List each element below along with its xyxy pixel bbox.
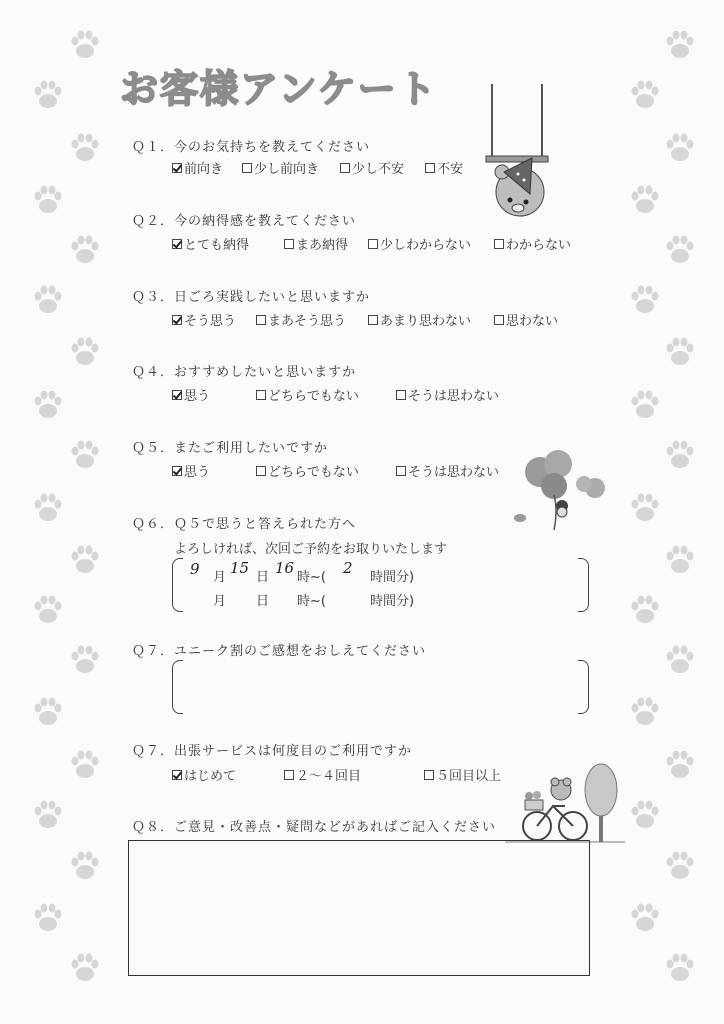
- bear-on-swing-illustration: [480, 82, 560, 232]
- question-7-impressions-label: Ｑ７．ユニーク割のご感想をおしえてください: [132, 644, 427, 659]
- q1-option-4[interactable]: [425, 158, 463, 177]
- month-label: 月: [213, 594, 227, 609]
- option-label: わからない: [506, 238, 572, 253]
- reservation-bracket-right: [578, 558, 589, 612]
- option-label: そう思う: [184, 314, 237, 329]
- q3-option-4[interactable]: [494, 310, 558, 329]
- q2-option-2[interactable]: [284, 234, 348, 253]
- duration-handwritten-value[interactable]: 2: [343, 559, 353, 577]
- option-label: 前向き: [184, 162, 224, 177]
- q5-option-2[interactable]: [256, 461, 359, 480]
- question-2-label: Ｑ２．今の納得感を教えてください: [132, 214, 357, 229]
- q4-option-1[interactable]: [172, 385, 210, 404]
- checkbox[interactable]: [425, 163, 435, 173]
- q5-option-3[interactable]: [396, 461, 499, 480]
- day-label: 日: [256, 594, 270, 609]
- duration-label: 時間分): [370, 594, 415, 609]
- checkbox[interactable]: [284, 770, 294, 780]
- impressions-bracket-left[interactable]: [172, 660, 183, 714]
- checkbox[interactable]: [494, 239, 504, 249]
- checkbox[interactable]: [340, 163, 350, 173]
- checkbox[interactable]: [256, 315, 266, 325]
- checkbox-checked[interactable]: [172, 315, 182, 325]
- q7-option-2[interactable]: [284, 765, 361, 784]
- option-label: どちらでもない: [268, 465, 359, 480]
- option-label: まあ納得: [296, 238, 349, 253]
- checkbox[interactable]: [396, 466, 406, 476]
- checkbox-checked[interactable]: [172, 770, 182, 780]
- q3-option-2[interactable]: [256, 310, 346, 329]
- question-6-label: Ｑ６．Ｑ５で思うと答えられた方へ: [132, 517, 357, 532]
- day-handwritten-value[interactable]: 15: [230, 559, 250, 577]
- option-label: 少しわからない: [380, 238, 472, 253]
- q7-option-3[interactable]: [424, 765, 501, 784]
- impressions-bracket-right[interactable]: [578, 660, 589, 714]
- comments-textbox[interactable]: [128, 840, 590, 976]
- checkbox-checked[interactable]: [172, 239, 182, 249]
- option-label: 思う: [184, 465, 211, 480]
- option-label: 思わない: [506, 314, 559, 329]
- hour-label: 時~(: [297, 570, 326, 585]
- option-label: とても納得: [184, 238, 250, 253]
- q4-option-3[interactable]: [396, 385, 499, 404]
- question-4-label: Ｑ４．おすすめしたいと思いますか: [132, 365, 357, 380]
- option-label: 不安: [437, 162, 464, 177]
- month-handwritten-value[interactable]: 9: [190, 560, 200, 578]
- q1-option-2[interactable]: [242, 158, 319, 177]
- q4-option-2[interactable]: [256, 385, 359, 404]
- clover-illustration: [510, 450, 610, 540]
- q7-option-1[interactable]: [172, 765, 236, 784]
- reservation-bracket-left: [172, 558, 183, 612]
- question-3-label: Ｑ３．日ごろ実践したいと思いますか: [132, 290, 371, 305]
- q1-option-1[interactable]: [172, 158, 223, 177]
- option-label: ５回目以上: [436, 769, 502, 784]
- option-label: 思う: [184, 389, 211, 404]
- checkbox[interactable]: [242, 163, 252, 173]
- q2-option-1[interactable]: [172, 234, 249, 253]
- checkbox[interactable]: [256, 466, 266, 476]
- checkbox[interactable]: [256, 390, 266, 400]
- checkbox-checked[interactable]: [172, 163, 182, 173]
- option-label: どちらでもない: [268, 389, 359, 404]
- hour-handwritten-value[interactable]: 16: [275, 559, 295, 577]
- option-label: ２～４回目: [296, 769, 362, 784]
- survey-title: お客様アンケート: [120, 67, 438, 111]
- checkbox[interactable]: [368, 239, 378, 249]
- question-8-label: Ｑ８．ご意見・改善点・疑問などがあればご記入ください: [132, 820, 497, 835]
- checkbox[interactable]: [284, 239, 294, 249]
- checkbox[interactable]: [368, 315, 378, 325]
- option-label: 少し前向き: [254, 162, 320, 177]
- q2-option-4[interactable]: [494, 234, 571, 253]
- q3-option-1[interactable]: [172, 310, 236, 329]
- hour-label: 時~(: [297, 594, 326, 609]
- question-7-visits-label: Ｑ７．出張サービスは何度目のご利用ですか: [132, 744, 413, 759]
- checkbox[interactable]: [424, 770, 434, 780]
- question-5-label: Ｑ５．またご利用したいですか: [132, 441, 329, 456]
- reservation-note: よろしければ、次回ご予約をお取りいたします: [174, 542, 448, 557]
- option-label: はじめて: [184, 769, 237, 784]
- bear-on-bicycle-illustration: [505, 760, 625, 845]
- day-label: 日: [256, 570, 270, 585]
- q2-option-3[interactable]: [368, 234, 471, 253]
- checkbox[interactable]: [396, 390, 406, 400]
- question-1-label: Ｑ１．今のお気持ちを教えてください: [132, 140, 371, 155]
- option-label: そうは思わない: [408, 465, 500, 480]
- checkbox-checked[interactable]: [172, 466, 182, 476]
- option-label: 少し不安: [352, 162, 405, 177]
- q5-option-1[interactable]: [172, 461, 210, 480]
- option-label: まあそう思う: [268, 314, 347, 329]
- checkbox-checked[interactable]: [172, 390, 182, 400]
- month-label: 月: [213, 570, 227, 585]
- checkbox[interactable]: [494, 315, 504, 325]
- option-label: そうは思わない: [408, 389, 500, 404]
- q3-option-3[interactable]: [368, 310, 471, 329]
- duration-label: 時間分): [370, 570, 415, 585]
- option-label: あまり思わない: [380, 314, 472, 329]
- q1-option-3[interactable]: [340, 158, 404, 177]
